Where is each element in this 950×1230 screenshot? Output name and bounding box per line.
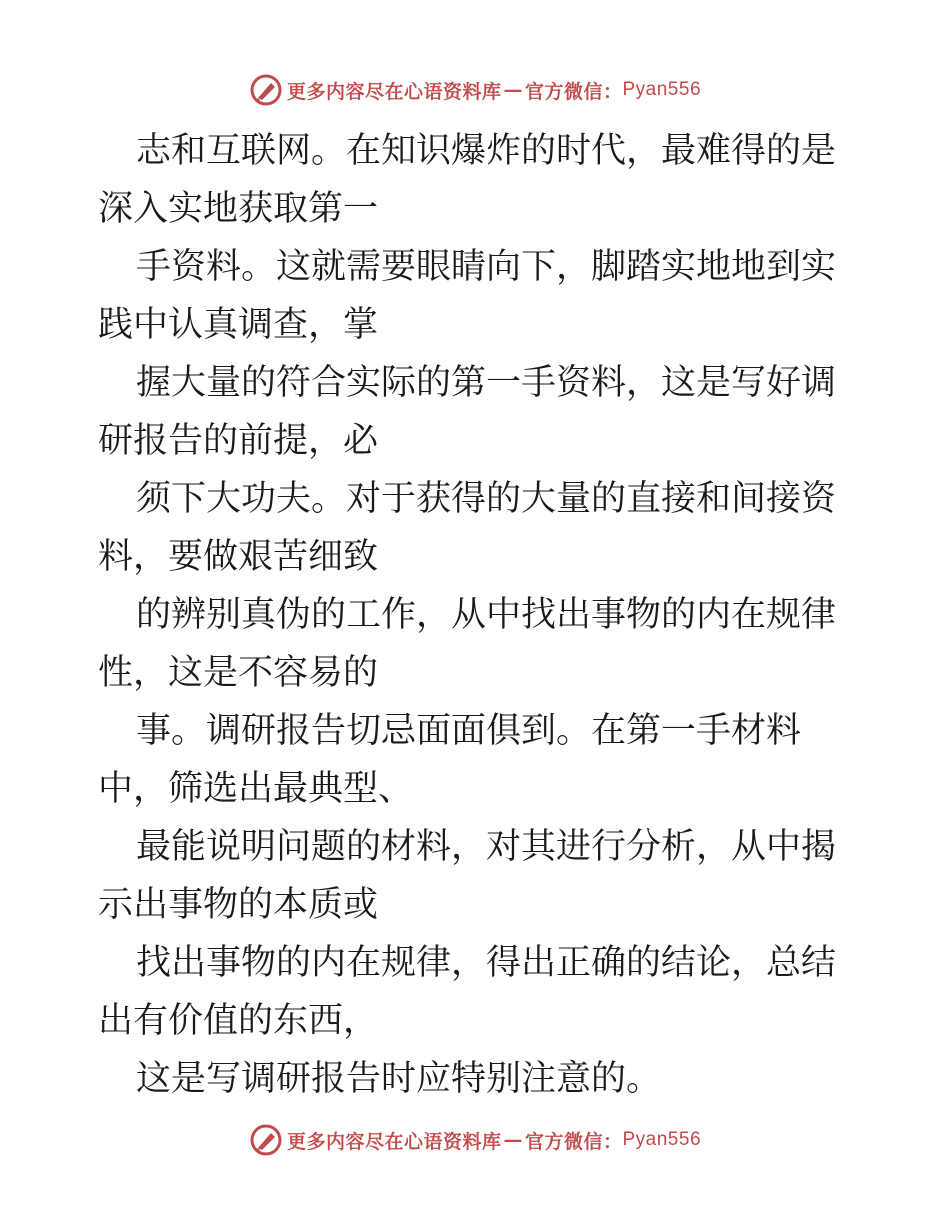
paragraph-line: 筛选出最典型、 [168, 769, 414, 809]
document-body [98, 122, 858, 1108]
watermark-text: 更多内容尽在心语资料库 [286, 80, 502, 103]
paragraph-line: 出事物的本质或 [133, 885, 379, 925]
watermark-text: 更多内容尽在心语资料库 [286, 1130, 502, 1153]
watermark-id: Pyan556 [622, 1129, 702, 1150]
paragraph [98, 470, 858, 586]
watermark-dash: — [503, 79, 523, 101]
paragraph-line: 这是写调研报告时应特别注意的。 [136, 1059, 662, 1099]
watermark-dash: — [503, 1129, 523, 1151]
footer-watermark [0, 1120, 950, 1160]
paragraph [98, 818, 858, 934]
paragraph-line: 握大量的符合实际的第一手资料，这是写好调研 [98, 363, 837, 461]
paragraph [98, 702, 858, 818]
pen-logo-icon [249, 1123, 283, 1157]
paragraph [98, 1050, 858, 1108]
paragraph-line: 事。调研报告切忌面面俱到。在第一手材料中， [98, 711, 802, 809]
paragraph [98, 586, 858, 702]
paragraph-line: 有价值的东西， [133, 1001, 379, 1041]
paragraph-line: 手资料。这就需要眼睛向下，脚踏实地地到实践 [98, 247, 837, 345]
paragraph [98, 354, 858, 470]
paragraph-line: 最能说明问题的材料，对其进行分析，从中揭示 [98, 827, 837, 925]
paragraph [98, 238, 858, 354]
paragraph-line: 报告的前提，必 [133, 421, 379, 461]
watermark-official: 官方微信： [524, 80, 623, 103]
paragraph-line: 入实地获取第一 [133, 189, 379, 229]
pen-logo-icon [249, 73, 283, 107]
paragraph-line: 的辨别真伪的工作，从中找出事物的内在规律 [136, 595, 837, 635]
paragraph-line: 找出事物的内在规律，得出正确的结论，总结出 [98, 943, 837, 1041]
paragraph [98, 934, 858, 1050]
paragraph-line: 志和互联网。在知识爆炸的时代，最难得的是深 [98, 131, 837, 229]
paragraph-line: 须下大功夫。对于获得的大量的直接和间接资 [136, 479, 837, 519]
watermark-official: 官方微信： [524, 1130, 623, 1153]
header-watermark [0, 70, 950, 110]
paragraph [98, 122, 858, 238]
paragraph-line: 中认真调查，掌 [133, 305, 379, 345]
paragraph-line: 料，要做艰苦细致 [98, 537, 379, 577]
paragraph-line: 性，这是不容易的 [98, 653, 379, 693]
watermark-id: Pyan556 [622, 79, 702, 100]
